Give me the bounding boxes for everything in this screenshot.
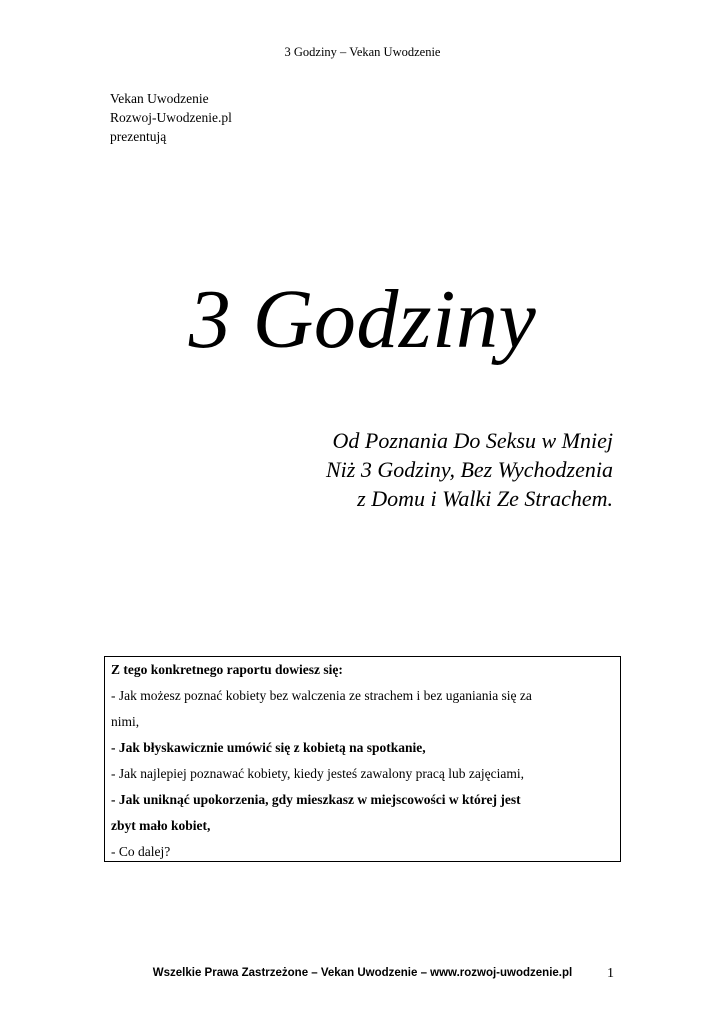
publisher-name: Vekan Uwodzenie xyxy=(110,91,209,106)
report-summary-box xyxy=(104,656,621,862)
subtitle-line-3: z Domu i Walki Ze Strachem. xyxy=(357,486,613,511)
summary-line: - Jak błyskawicznie umówić się z kobietą na spotkanie, xyxy=(111,740,426,755)
summary-heading: Z tego konkretnego raportu dowiesz się: xyxy=(111,662,343,677)
page-footer: Wszelkie Prawa Zastrzeżone – Vekan Uwodzenie – www.rozwoj-uwodzenie.pl xyxy=(152,967,573,979)
subtitle-line-2: Niż 3 Godziny, Bez Wychodzenia xyxy=(326,457,613,482)
summary-line: - Jak uniknąć upokorzenia, gdy mieszkasz w miejscowości w której jest xyxy=(111,792,521,807)
publisher-website: Rozwoj-Uwodzenie.pl xyxy=(110,110,232,125)
summary-line: - Co dalej? xyxy=(111,844,171,859)
summary-line: zbyt mało kobiet, xyxy=(111,818,211,833)
subtitle-line-1: Od Poznania Do Seksu w Mniej xyxy=(332,428,613,453)
document-title: 3 Godziny xyxy=(188,273,537,366)
summary-line: nimi, xyxy=(111,714,140,729)
publisher-presents: prezentują xyxy=(110,129,167,144)
summary-line: - Jak możesz poznać kobiety bez walczenia ze strachem i bez uganiania się za xyxy=(111,688,532,703)
page-number: 1 xyxy=(607,966,614,981)
publisher-block xyxy=(110,89,232,146)
running-header: 3 Godziny – Vekan Uwodzenie xyxy=(284,45,441,59)
summary-line: - Jak najlepiej poznawać kobiety, kiedy jesteś zawalony pracą lub zajęciami, xyxy=(111,766,524,781)
document-subtitle xyxy=(326,426,613,513)
